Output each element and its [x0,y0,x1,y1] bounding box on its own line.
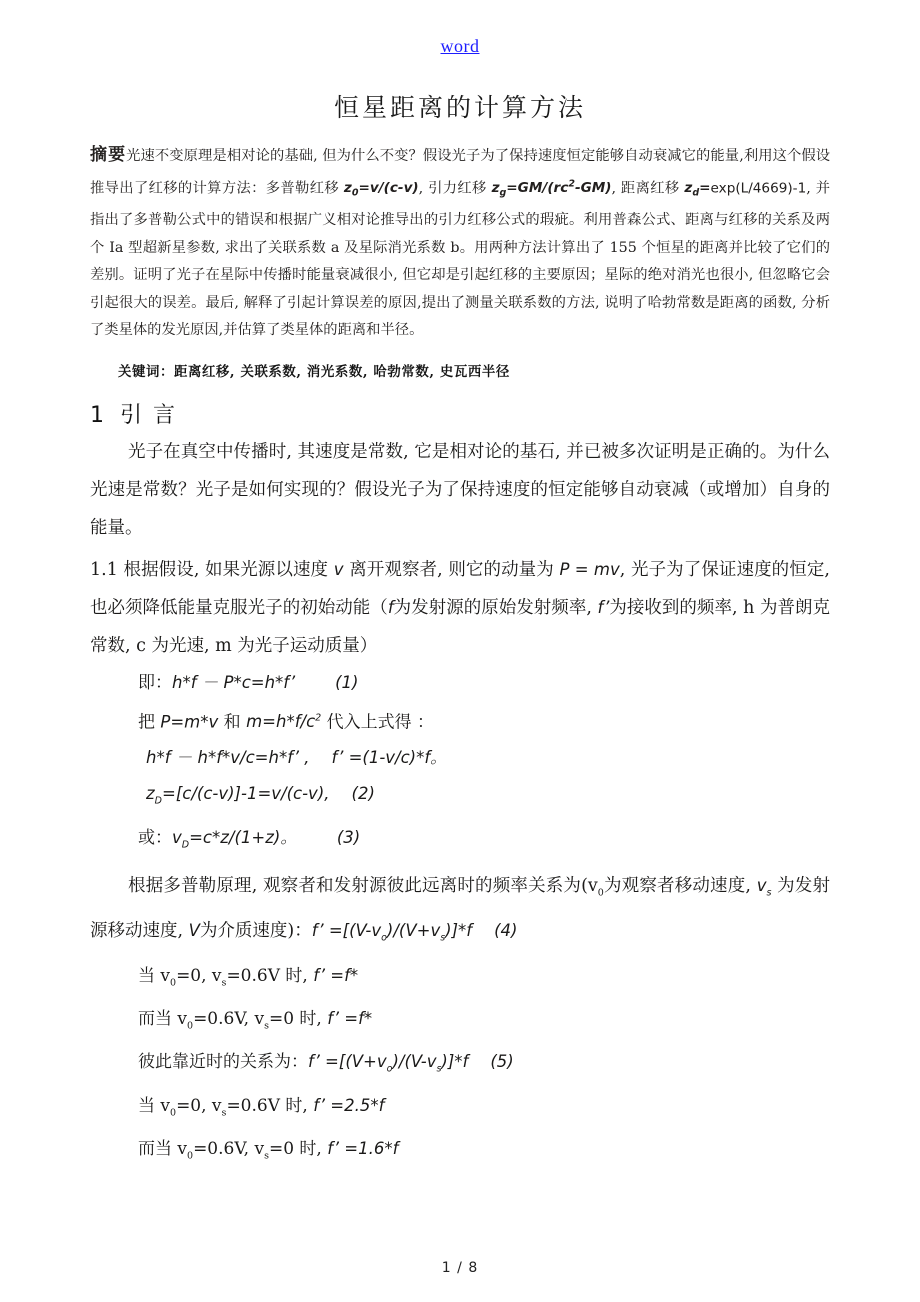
abstract-block [90,142,830,345]
equation-3-line [90,740,830,776]
abstract-seg2: 利用这个假设推导出了红移的计算方法：多普勒红移 [90,148,830,197]
eq1-body: h*f － P*c=h*f’ [172,672,296,692]
p2-sub-0: 0 [597,887,604,899]
page-title: 恒星距离的计算方法 [333,93,586,122]
c2-eq: f’ =f* [327,1009,373,1029]
c4-sub-0: 0 [170,1107,177,1119]
p2-mid1: 为观察者移动速度, [603,875,757,896]
abstract-seg4: , 距离红移 [611,180,685,197]
case-line-1 [90,958,830,1001]
eq4-number: (2) [351,784,375,804]
c5-eq: f’ =1.6*f [327,1139,399,1159]
equation-5-formula: f’ $=[(V+v_o)/(V-v_s)]*f$ [308,1052,469,1075]
c1-mid2: =0.6V 时, [226,965,314,986]
s11-pre: 1.1 根据假设, 如果光源以速度 [90,559,334,580]
section-1-paragraph-1: 光子在真空中传播时, 其速度是常数, 它是相对论的基石, 并已被多次证明是正确的。为什么光速是常数？光子是如何实现的？假设光子为了保持速度的恒定能够自动衰减（或增加）自身的能量。 [90,441,830,538]
section-1-heading [90,398,830,429]
eq3-body-2: f’ =(1-v/c)*f。 [331,748,447,768]
eq3-body: h*f － h*f*v/c=h*f’ , [146,748,310,768]
eq5-number: (3) [336,827,361,847]
abstract-seg11: 距离和半径。 [337,322,424,339]
c5-mid2: =0 时, [268,1139,328,1160]
case-line-2 [90,1001,830,1044]
s11-mid: 离开观察者, 则它的动量为 [343,559,560,580]
c4-eq: f’ =2.5*f [313,1095,385,1115]
equation-5-line [90,820,830,863]
c2-pre: 而当 v [138,1009,188,1030]
c5-mid: =0.6V, v [193,1139,265,1160]
var-f: f [387,597,394,617]
formula-gravity-z: $z_g=GM/(rc^2-GM)$ [491,178,612,199]
c4-mid2: =0.6V 时, [226,1095,314,1116]
c1-eq: f’ =f* [313,965,359,985]
c4-pre: 当 v [138,1095,171,1116]
c5-pre: 而当 v [138,1139,188,1160]
p2-mid3: 为介质速度)： [199,921,312,942]
c1-mid: =0, v [176,965,222,986]
c1-pre: 当 v [138,965,171,986]
s11-post2: 为发射源的原始发射频率, [393,597,598,618]
formula-distance-exp: exp(L/4669)-1 [710,180,807,197]
p2-pre: 根据多普勒原理, 观察者和发射源彼此远离时的频率关系为(v [128,875,598,896]
c2-sub-s: s [264,1020,269,1032]
keywords-line: 关键词：距离红移, 关联系数, 消光系数, 哈勃常数, 史瓦西半径 [118,363,510,380]
formula-momentum: P = mv [559,559,620,579]
section-1-1-paragraph [90,551,830,665]
c1-sub-s: s [221,977,227,989]
section-1-number: 1 [90,402,106,428]
equation-2-substitution-line [90,701,830,741]
c5-sub-0: 0 [187,1150,194,1162]
abstract-seg8: 出了 155 个恒星的距离并比较了它们的差别。证明了光子在星际中传播时能量衰减很小, 但它却是引起红 [90,239,830,284]
case-line-5 [90,1131,830,1174]
page-footer [0,1260,920,1276]
eq5-label: 或： [138,827,172,848]
case-line-3 [90,1044,830,1087]
c2-mid: =0.6V, v [193,1009,265,1030]
eq2-term-a: P=m*v [160,712,219,732]
case-line-4 [90,1088,830,1131]
footer-page-current: 1 [441,1260,452,1276]
footer-page-separator: / [457,1260,463,1276]
abstract-seg3: , 引力红移 [418,180,492,197]
word-watermark-link[interactable]: word [440,36,480,56]
eq2-term-b: $m=h*f/c^2$ [246,712,322,732]
eq2-pre: 把 [138,712,161,733]
formula-distance-z: $z_d=$ [684,180,711,199]
equation-4-formula: f’ $=[(V-v_o)/(V+v_s)]*f$ [311,921,473,944]
equation-1-line [90,665,830,701]
var-v: v [333,559,344,579]
section-1-title: 引 言 [120,402,177,428]
abstract-seg10: 提出了测量关联系数的方法, 说明了哈勃常数是距离的函数, 分析了类星体的发光原因,并估算了类星体的 [90,294,830,339]
equation-4-number: (4) [494,921,518,941]
var-vs: $v_s$ [756,875,772,899]
p2-mid2: 为发射源移动速度, [90,875,830,942]
abstract-seg9: 移的主要原因；星际的绝对消光也很小, 但忽略它会引起很大的误差。最后, 解释了引起计算误差的原因, [90,267,830,311]
var-V: V [188,921,200,941]
var-f-prime: f’ [597,597,610,617]
eq4-lhs: $z_D=[c/(c-v)]-1=v/(c-v)$, [146,784,330,807]
footer-page-total: 8 [468,1260,479,1276]
abstract-seg1: 光速不变原理是相对论的基础, 但为什么不变？假设光子为了保持速度恒定能够自动衰减它的能量, [126,148,744,164]
c3-pre: 彼此靠近时的关系为： [138,1052,308,1073]
c4-mid: =0, v [176,1095,222,1116]
section-1-paragraph-2 [90,867,830,958]
c2-sub-0: 0 [187,1020,194,1032]
eq1-number: (1) [335,672,359,692]
s11-post: , 光子为了保证速度的恒定, 也必须降低能量克服光子的初始动能（ [90,559,830,618]
s11-post3: 为接收到的频率, h 为普朗克常数, c 为光速, m 为光子运动质量） [90,597,831,656]
c4-sub-s: s [221,1107,227,1119]
abstract-seg7: 公式、距离与红移的关系及两个 Ia 型超新星参数, 求出了关联系数 a 及星际消光系数 b。用两种方法计算 [90,212,830,256]
formula-doppler-z: $z_0=v/(c-v)$ [343,180,419,199]
eq1-label: 即： [138,672,172,693]
eq2-post: 代入上式得 ： [321,712,434,733]
equation-5-number: (5) [490,1052,514,1072]
abstract-label: 摘要 [90,145,127,165]
page-header [90,0,830,66]
c1-sub-0: 0 [170,977,177,989]
eq2-mid: 和 [218,712,247,733]
equation-4-line [90,776,830,819]
c2-mid2: =0 时, [268,1009,328,1030]
abstract-seg6: , 并指出了多普勒公式中的错误和根据广义相对论推导出的引力红移公式的瑕疵。利用普森 [90,180,830,229]
c5-sub-s: s [264,1150,269,1162]
eq5-body: $v_D=c*z/(1+z)$。 [172,827,297,850]
